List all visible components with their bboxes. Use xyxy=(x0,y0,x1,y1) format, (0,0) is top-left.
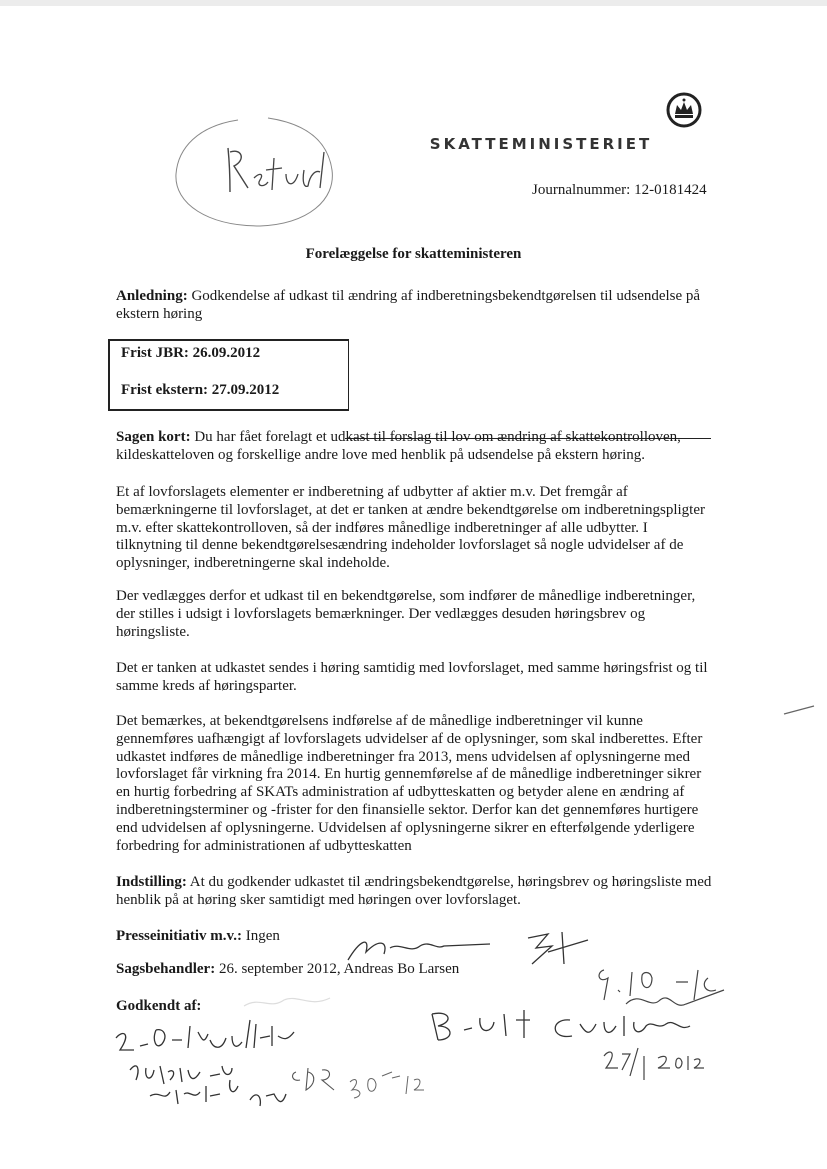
indstilling-label: Indstilling: xyxy=(116,874,187,890)
press-initiative xyxy=(116,928,280,945)
case-officer-value: 26. september 2012, Andreas Bo Larsen xyxy=(215,961,460,977)
anledning-paragraph xyxy=(116,288,722,324)
body-paragraph-4: Det bemærkes, at bekendtgørelsens indførelse af de månedlige indberetninger vil kunne gennemføres uafhængigt af lovforslagets udvidelser af de oplysninger, som skal indberettes. Efter udkastet indføres de månedlige indberetninger fra 2013, mens udvidelsen af oplysningerne med lovforslaget får virkning fra 2014. En hurtig gennemførelse af de månedlige indberetninger sikrer en hurtig forbedring af SKATs administration af udbytteskatten og betyder alene en ændring af indberetningsterminer og -frister for den finansielle sektor. Derfor kan det gennemføres hurtigere end udvidelsen af oplysningerne. Udvidelsen af oplysningerne sikrer en efterfølgende yderligere forbedring for administrationen af udbytteskatten xyxy=(116,713,703,854)
body-paragraph-2: Der vedlægges derfor et udkast til en bekendtgørelse, som indfører de månedlige indberetninger, der stilles i udsigt i lovforslagets bemærkninger. Der vedlægges desuden høringsbrev og høringsliste. xyxy=(116,588,696,640)
handwritten-note-left xyxy=(110,1010,440,1110)
sagen-kort-label: Sagen kort: xyxy=(116,429,191,445)
journal-number xyxy=(532,182,707,199)
date-scribble-right xyxy=(590,960,730,1020)
faint-erased-mark xyxy=(240,990,340,1014)
document-title: Forelæggelse for skatteministeren xyxy=(305,246,522,262)
sagen-kort-text: Du har fået forelagt et udkast til forslag til lov om ændring af skattekontrolloven, kildeskatteloven og forskellige andre love med henblik på udsendelse på ekstern høring. xyxy=(116,429,681,463)
minister-signature xyxy=(420,1000,730,1050)
deadline-jbr: Frist JBR: 26.09.2012 xyxy=(121,345,261,361)
approved-by-label: Godkendt af: xyxy=(116,998,202,1014)
date-bottom-right xyxy=(600,1040,710,1085)
indstilling-paragraph xyxy=(116,874,722,910)
press-label: Presseinitiativ m.v.: xyxy=(116,928,242,944)
body-paragraph-1: Et af lovforslagets elementer er indberetning af udbytter af aktier m.v. Det fremgår af bemærkningerne til lovforslaget, at det er tanken at ændre bekendtgørelse om indberetningspligter m.v. efter skattekontrolloven, så der indføres månedlige indberetninger af alle udbytter. I tilknytning til denne bekendtgørelsesændring indeholder lovforslaget så nogle udvidelser af de oplysninger, indberetningerne skal indeholde. xyxy=(116,484,705,572)
initials-scribble xyxy=(518,928,598,973)
sagen-kort-paragraph xyxy=(116,429,722,465)
body-paragraph-3: Det er tanken at udkastet sendes i høring samtidig med lovforslaget, med samme høringsfrist og til samme kreds af høringsparter. xyxy=(116,660,708,694)
deadline-external: Frist ekstern: 27.09.2012 xyxy=(121,382,280,398)
approved-by xyxy=(116,998,201,1015)
journal-value: 12-0181424 xyxy=(634,182,707,198)
page-top-edge xyxy=(0,0,827,6)
anledning-label: Anledning: xyxy=(116,288,188,304)
ministry-name: SKATTEMINISTERIET xyxy=(429,135,653,153)
crown-logo-icon xyxy=(664,90,704,130)
case-officer xyxy=(116,961,459,978)
indstilling-text: At du godkender udkastet til ændringsbekendtgørelse, høringsbrev og høringsliste med henblik på at høring sker samtidigt med høringen over lovforslaget. xyxy=(116,874,712,908)
journal-label: Journalnummer: xyxy=(532,182,631,198)
case-officer-label: Sagsbehandler: xyxy=(116,961,216,977)
margin-mark xyxy=(780,700,820,720)
press-value: Ingen xyxy=(241,928,280,944)
circled-note-scribble xyxy=(168,108,348,238)
anledning-text: Godkendelse af udkast til ændring af indberetningsbekendtgørelsen til udsendelse på ekstern høring xyxy=(116,288,701,322)
